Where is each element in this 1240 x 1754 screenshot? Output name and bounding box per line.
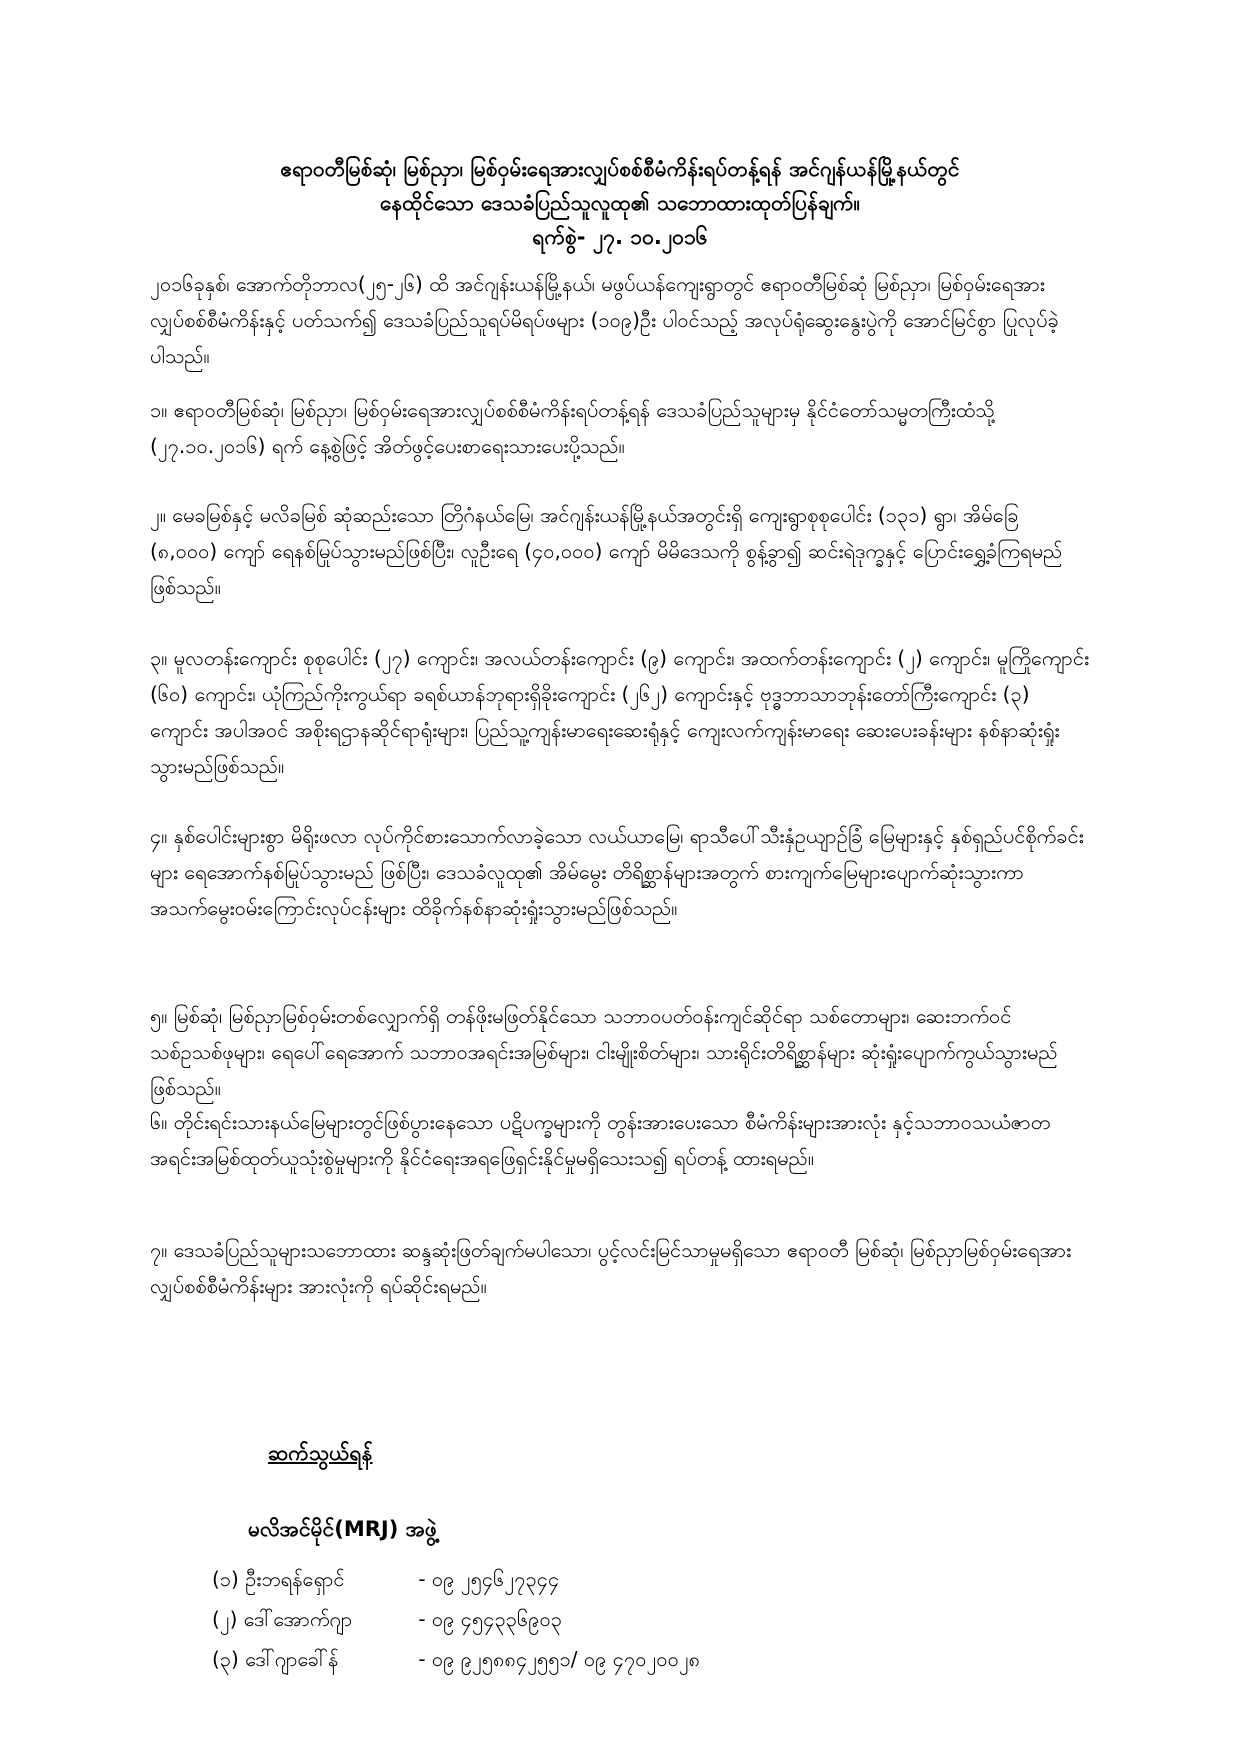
paragraph-2: ၂။ မေခမြစ်နှင့် မလိခမြစ် ဆုံဆည်းသော တြိဂံနယ်မြေ၊ အင်ဂျန်းယန်မြို့နယ်အတွင်းရှိ ကျေးရွာစုစုပေါင်း (၁၃၁) ရွာ၊ အိမ်ခြေ (၈,၀၀၀) ကျော် ရေနစ်မြုပ်သွားမည်ဖြစ်ပြီး၊ လူဦးရေ (၄၀,၀၀၀) ကျော် မိမိဒေသကို စွန့်ခွာ၍ ဆင်းရဲဒုက္ခနှင့် ပြောင်းရွှေ့ခံကြရမည်ဖြစ်သည်။ xyxy=(150,503,1063,599)
paragraph-4: ၄။ နှစ်ပေါင်းများစွာ မိရိုးဖလာ လုပ်ကိုင်စားသောက်လာခဲ့သော လယ်ယာမြေ၊ ရာသီပေါ်သီးနှံဥယျာဉ်ခြံ မြေများနှင့် နှစ်ရှည်ပင်စိုက်ခင်းများ ရေအောက်နစ်မြုပ်သွားမည် ဖြစ်ပြီး၊ ဒေသခံလူထု၏ အိမ်မွေး တိရိစ္ဆာန်များအတွက် စားကျက်မြေများပျောက်ဆုံးသွားကာ အသက်မွေးဝမ်းကြောင်းလုပ်ငန်းများ ထိခိုက်နစ်နာဆုံးရှုံးသွားမည်ဖြစ်သည်။ xyxy=(150,824,1084,920)
paragraph-5: ၅။ မြစ်ဆုံ၊ မြစ်ညှာမြစ်ဝှမ်းတစ်လျှောက်ရှိ တန်ဖိုးမဖြတ်နိုင်သော သဘာဝပတ်ဝန်းကျင်ဆိုင်ရာ သစ်တောများ၊ ဆေးဘက်ဝင်သစ်ဥသစ်ဖုများ၊ ရေပေါ်ရေအောက် သဘာဝအရင်းအမြစ်များ၊ ငါးမျိုးစိတ်များ၊ သားရိုင်းတိရိစ္ဆာန်များ ဆုံးရှုံးပျောက်ကွယ်သွားမည်ဖြစ်သည်။ xyxy=(150,1004,1058,1100)
contact-row xyxy=(212,1646,700,1676)
title-line-2: နေထိုင်သော ဒေသခံပြည်သူလူထု၏ သဘောထားထုတ်ပြန်ချက်။ xyxy=(380,191,860,215)
paragraph-6: ၆။ တိုင်းရင်းသားနယ်မြေများတွင်ဖြစ်ပွားနေသော ပဋိပက္ခများကို တွန်းအားပေးသော စီမံကိန်းများအားလုံး နှင့်သဘာဝသယံဇာတအရင်းအမြစ်ထုတ်ယူသုံးစွဲမှုများကို နိုင်ငံရေးအရဖြေရှင်းနိုင်မှုမရှိသေးသ၍ ရပ်တန့် ထားရမည်။ xyxy=(150,1110,1051,1170)
document-header xyxy=(150,152,1090,254)
contact-name: (၃) ဒေါ်ဂျာခေါ်န် xyxy=(212,1647,339,1671)
paragraph-7: ၇။ ဒေသခံပြည်သူများသဘောထား ဆန္ဒဆုံးဖြတ်ချက်မပါသော၊ ပွင့်လင်းမြင်သာမှုမရှိသော ဧရာဝတီ မြစ်ဆုံ၊ မြစ်ညှာမြစ်ဝှမ်းရေအားလျှပ်စစ်စီမံကိန်းများ အားလုံးကို ရပ်ဆိုင်းရမည်။ xyxy=(150,1238,1072,1298)
intro-paragraph: ၂၀၁၆ခုနှစ်၊ အောက်တိုဘာလ(၂၅-၂၆) ထိ အင်ဂျန်းယန်မြို့နယ်၊ မဖွပ်ယန်ကျေးရွာတွင် ဧရာဝတီမြစ်ဆုံ မြစ်ညှာ၊ မြစ်ဝှမ်းရေအားလျှပ်စစ်စီမံကိန်းနှင့် ပတ်သက်၍ ဒေသခံပြည်သူရပ်မိရပ်ဖများ (၁၀၉)ဦး ပါဝင်သည့် အလုပ်ရုံဆွေးနွေးပွဲကို အောင်မြင်စွာ ပြုလုပ်ခဲ့ပါသည်။ xyxy=(150,272,1059,368)
contact-heading: ဆက်သွယ်ရန် xyxy=(268,1441,373,1465)
contact-row xyxy=(212,1606,562,1636)
contact-name: (၂) ဒေါ်အောက်ဂျာ xyxy=(212,1607,353,1631)
paragraph-1: ၁။ ဧရာဝတီမြစ်ဆုံ၊ မြစ်ညှာ၊ မြစ်ဝှမ်းရေအားလျှပ်စစ်စီမံကိန်းရပ်တန့်ရန် ဒေသခံပြည်သူများမှ နိုင်ငံတော်သမ္မတကြီးထံသို့ (၂၇.၁၀.၂၀၁၆) ရက် နေ့စွဲဖြင့် အိတ်ဖွင့်ပေးစာရေးသားပေးပို့သည်။ xyxy=(150,398,995,458)
organization-name: မလိအင်မိုင်(MRJ) အဖွဲ့ xyxy=(248,1517,437,1541)
contact-name: (၁) ဦးဘရန်ရှောင် xyxy=(212,1567,345,1591)
contact-phone: - ၀၉ ၂၅၄၆၂၇၃၄၄ xyxy=(418,1567,560,1591)
contact-row xyxy=(212,1566,559,1596)
contact-phone: - ၀၉ ၄၅၄၃၃၆၉၀၃ xyxy=(418,1607,563,1631)
document-date: ရက်စွဲ- ၂၇. ၁၀.၂၀၁၆ xyxy=(532,225,708,249)
contact-phone: - ၀၉ ၉၂၅၈၈၄၂၅၅၁/ ၀၉ ၄၇၀၂၀၀၂၈ xyxy=(418,1647,701,1671)
paragraph-3: ၃။ မူလတန်းကျောင်း စုစုပေါင်း (၂၇) ကျောင်း၊ အလယ်တန်းကျောင်း (၉) ကျောင်း၊ အထက်တန်းကျောင်း (၂) ကျောင်း၊ မူကြိုကျောင်း (၆၀) ကျောင်း၊ ယုံကြည်ကိုးကွယ်ရာ ခရစ်ယာန်ဘုရားရှိခိုးကျောင်း (၂၆၂) ကျောင်းနှင့် ဗုဒ္ဓဘာသာဘုန်းတော်ကြီးကျောင်း (၃) ကျောင်း အပါအဝင် အစိုးရဌာနဆိုင်ရာရုံးများ၊ ပြည်သူ့ကျန်းမာရေးဆေးရုံနှင့် ကျေးလက်ကျန်းမာရေး ဆေးပေးခန်းများ နစ်နာဆုံးရှုံးသွားမည်ဖြစ်သည်။ xyxy=(150,646,1090,778)
title-line-1: ဧရာဝတီမြစ်ဆုံ၊ မြစ်ညှာ၊ မြစ်ဝှမ်းရေအားလျှပ်စစ်စီမံကိန်းရပ်တန့်ရန် အင်ဂျန်ယန်မြို့နယ်တွင် xyxy=(280,157,960,181)
